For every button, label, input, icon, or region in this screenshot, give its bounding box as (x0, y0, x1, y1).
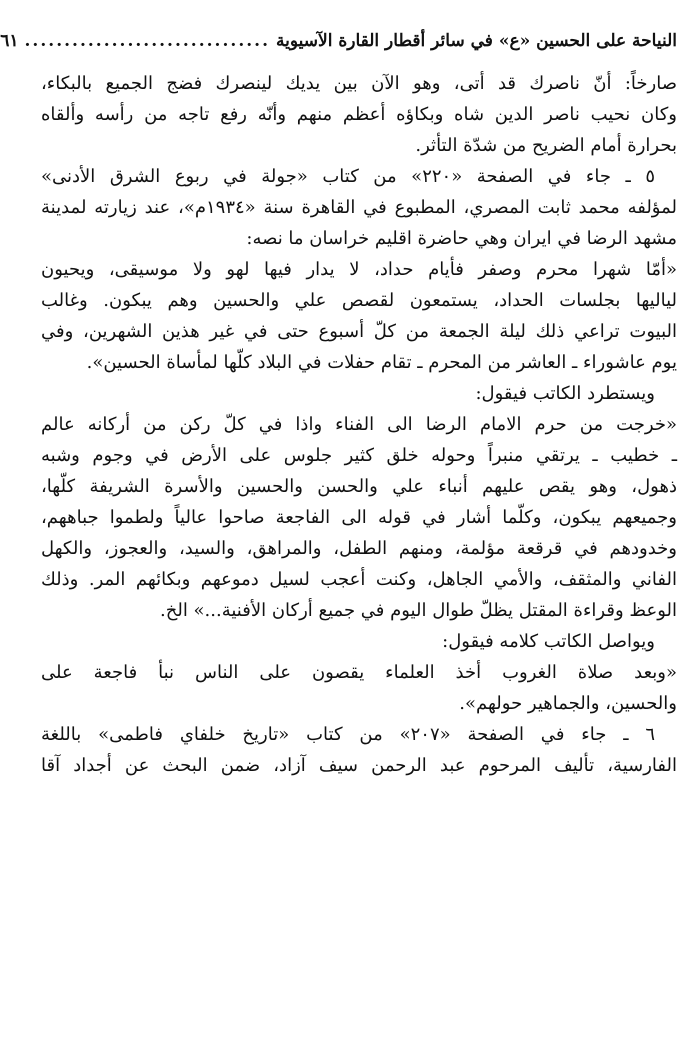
running-head-leader-dots: ............................... (24, 31, 270, 51)
text-line: ـ خطيب ـ يرتقي منبراً وحوله خلق كثير جلوس على الأرض في وجوم وشبه (41, 445, 677, 466)
quotation (41, 409, 677, 626)
running-head-title: النياحة على الحسين «ع» في سائر أقطار القارة الآسيوية (276, 31, 677, 51)
quotation (41, 254, 677, 378)
text-line: يوم عاشوراء ـ العاشر من المحرم ـ تقام حفلات في البلاد كلّها لمأساة الحسين». (86, 352, 677, 373)
text-line: «أمّا شهرا محرم وصفر فأيام حداد، لا يدار فيها لهو ولا موسيقى، ويحيون (41, 259, 677, 280)
page-number: ٦١ (0, 31, 19, 51)
text-line: الوعظ وقراءة المقتل يظلّ طوال اليوم في جميع أركان الأفنية...» الخ. (160, 600, 677, 621)
text-line: لياليها بجلسات الحداد، يستمعون لقصص علي والحسين وهم يبكون. وغالب (41, 290, 677, 311)
paragraph (41, 161, 677, 254)
text-line: «خرجت من حرم الامام الرضا الى الفناء واذا في كلّ ركن من أركانه عالم (41, 414, 677, 435)
text-line: ٦ ـ جاء في الصفحة «٢٠٧» من كتاب «تاريخ خلفاي فاطمى» باللغة (41, 724, 655, 745)
running-head (0, 30, 677, 68)
text-line: ذهول، وهو يقص عليهم أنباء علي والحسن والحسين والأسرة الشريفة كلّها، (41, 476, 677, 497)
text-line: مشهد الرضا في ايران وهي حاضرة اقليم خراسان ما نصه: (246, 228, 677, 249)
text-line: لمؤلفه محمد ثابت المصري، المطبوع في القاهرة سنة «١٩٣٤م»، عند زيارته لمدينة (41, 197, 677, 218)
paragraph (41, 719, 677, 781)
paragraph (41, 68, 677, 161)
quotation (41, 657, 677, 719)
paragraph (41, 626, 677, 657)
text-line: والحسين، والجماهير حولهم». (459, 693, 677, 714)
text-line: وكان نحيب ناصر الدين شاه وبكاؤه أعظم منهم وأنّه رفع تاجه من رأسه وألقاه (41, 104, 677, 125)
book-page (0, 30, 677, 781)
text-line: صارخاً: أنّ ناصرك قد أتى، وهو الآن بين يديك لينصرك فضج الجميع بالبكاء، (41, 73, 677, 94)
text-line: ويستطرد الكاتب فيقول: (475, 383, 655, 404)
text-line: ٥ ـ جاء في الصفحة «٢٢٠» من كتاب «جولة في ربوع الشرق الأدنى» (41, 166, 655, 187)
text-line: البيوت تراعي ذلك ليلة الجمعة من كلّ أسبوع حتى في غير هذين الشهرين، وفي (41, 321, 677, 342)
paragraph (41, 378, 677, 409)
text-line: «وبعد صلاة الغروب أخذ العلماء يقصون على الناس نبأ فاجعة على (41, 662, 677, 683)
text-line: بحرارة أمام الضريح من شدّة التأثر. (415, 135, 677, 156)
body-text (41, 68, 677, 781)
text-line: وخدودهم في قرقعة مؤلمة، ومنهم الطفل، والمراهق، والسيد، والعجوز، والكهل (41, 538, 677, 559)
text-line: الفارسية، تأليف المرحوم عبد الرحمن سيف آزاد، ضمن البحث عن أجداد آقا (41, 755, 677, 776)
text-line: وجميعهم يبكون، وكلّما أشار في قوله الى الفاجعة صاحوا عالياً ولطموا جباههم، (41, 507, 677, 528)
text-line: ويواصل الكاتب كلامه فيقول: (442, 631, 655, 652)
text-line: الفاني والمثقف، والأمي الجاهل، وكنت أعجب لسيل دموعهم وبكائهم المر. وذلك (41, 569, 677, 590)
